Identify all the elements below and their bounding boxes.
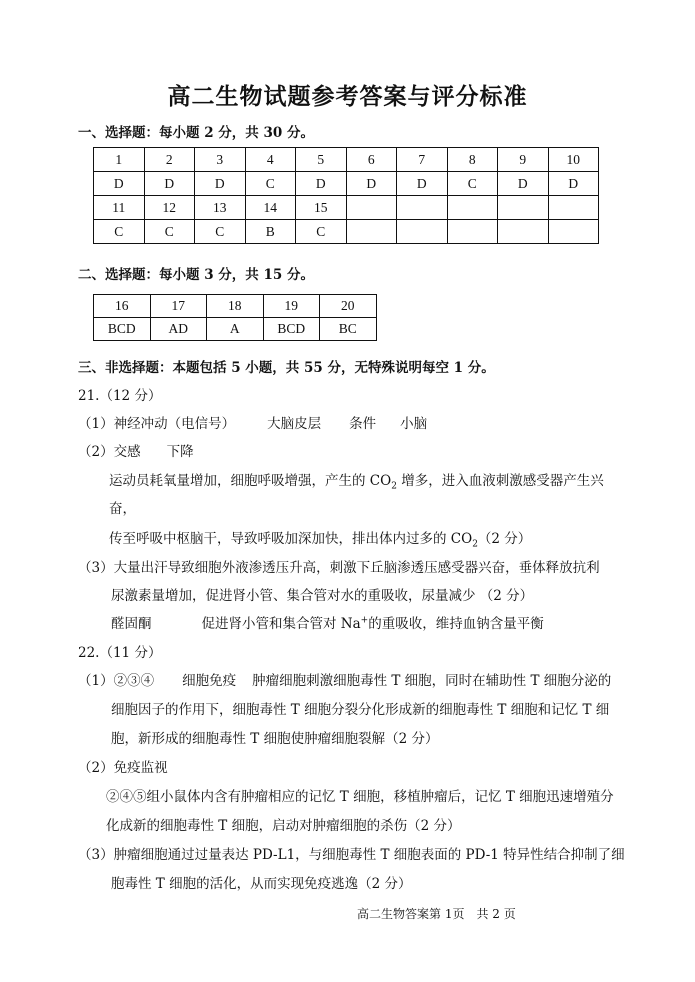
q22-p2-line2: 化成新的细胞毒性 T 细胞，启动对肿瘤细胞的杀伤（2 分） (106, 818, 461, 834)
answer-cell (397, 196, 448, 220)
q22-p1-line2: 细胞因子的作用下，细胞毒性 T 细胞分裂分化形成新的细胞毒性 T 细胞和记忆 T 细 (111, 702, 610, 718)
q22-p2-line1: ②④⑤组小鼠体内含有肿瘤相应的记忆 T 细胞，移植肿瘤后，记忆 T 细胞迅速增殖分 (106, 789, 614, 805)
answer-row (94, 318, 377, 341)
answer-cell: D (397, 172, 448, 196)
answer-cell (498, 220, 549, 244)
answer-cell: AD (150, 318, 207, 341)
q22-p1-label: （1）②③④ (78, 673, 155, 689)
section3-heading: 三、非选择题：本题包括 5 小题，共 55 分，无特殊说明每空 1 分。 (78, 360, 495, 376)
answer-row (94, 148, 599, 172)
answer-cell (346, 220, 397, 244)
answer-cell: 6 (346, 148, 397, 172)
section2-answer-table (93, 294, 377, 341)
answer-cell: D (296, 172, 347, 196)
answer-cell: 16 (94, 295, 151, 318)
co2-subscript: 2 (391, 481, 397, 492)
answer-cell: D (548, 172, 599, 196)
na-superscript: + (360, 615, 369, 626)
page-title: 高二生物试题参考答案与评分标准 (167, 83, 528, 110)
q21-p2-answer-a: 下降 (166, 444, 194, 460)
q21-p2-line1-pre: 运动员耗氧量增加，细胞呼吸增强，产生的 CO (109, 473, 392, 489)
answer-cell: 9 (498, 148, 549, 172)
q21-p1-answer-a: 大脑皮层 (267, 416, 322, 432)
answer-cell: C (195, 220, 246, 244)
q22-p3-line2: 胞毒性 T 细胞的活化，从而实现免疫逃逸（2 分） (111, 876, 412, 892)
q21-p3-answer-a: 醛固酮 (111, 616, 152, 632)
q21-p3-line2: 尿激素量增加，促进肾小管、集合管对水的重吸收，尿量减少 （2 分） (111, 588, 534, 604)
answer-cell: 8 (447, 148, 498, 172)
answer-row (94, 220, 599, 244)
answer-cell (548, 196, 599, 220)
answer-cell: 5 (296, 148, 347, 172)
q21-p1-answer-b: 条件 (349, 416, 377, 432)
answer-cell: BC (320, 318, 377, 341)
q22-p2-label: （2）免疫监视 (78, 760, 168, 776)
q21-part2 (78, 440, 194, 460)
answer-cell: 7 (397, 148, 448, 172)
answer-cell: D (144, 172, 195, 196)
q21-p3-answer-b-pre: 促进肾小管和集合管对 Na (201, 616, 361, 632)
q21-p2-line1 (109, 469, 604, 492)
answer-cell: 13 (195, 196, 246, 220)
section1-heading: 一、选择题：每小题 2 分，共 30 分。 (78, 125, 314, 141)
answer-cell: 17 (150, 295, 207, 318)
q22-part1 (78, 669, 611, 689)
answer-cell: 2 (144, 148, 195, 172)
answer-cell: C (245, 172, 296, 196)
answer-cell: BCD (263, 318, 320, 341)
answer-cell: 11 (94, 196, 145, 220)
q22-p1-line1: 肿瘤细胞刺激细胞毒性 T 细胞，同时在辅助性 T 细胞分泌的 (252, 673, 612, 689)
answer-cell: A (207, 318, 264, 341)
answer-cell (346, 196, 397, 220)
q21-p1-answer-c: 小脑 (400, 416, 428, 432)
answer-cell: C (296, 220, 347, 244)
answer-cell: D (94, 172, 145, 196)
q21-p3-answer-b-post: 的重吸收，维持血钠含量平衡 (368, 616, 544, 632)
co2-subscript: 2 (472, 539, 478, 550)
answer-cell: 10 (548, 148, 599, 172)
q21-part1 (78, 412, 427, 432)
answer-cell: 15 (296, 196, 347, 220)
q22-p1-answer-a: 细胞免疫 (182, 673, 237, 689)
q21-p3-line1: （3）大量出汗导致细胞外液渗透压升高，刺激下丘脑渗透压感受器兴奋，垂体释放抗利 (78, 560, 600, 576)
answer-cell: D (498, 172, 549, 196)
answer-cell: 18 (207, 295, 264, 318)
answer-cell: 1 (94, 148, 145, 172)
q21-p1-label: （1）神经冲动（电信号） (78, 416, 236, 432)
answer-cell (447, 220, 498, 244)
answer-cell: C (94, 220, 145, 244)
answer-cell: 4 (245, 148, 296, 172)
answer-cell: D (195, 172, 246, 196)
answer-cell: 20 (320, 295, 377, 318)
answer-cell: 3 (195, 148, 246, 172)
section1-answer-table (93, 147, 599, 244)
section2-heading: 二、选择题：每小题 3 分，共 15 分。 (78, 267, 314, 283)
answer-cell: 14 (245, 196, 296, 220)
answer-cell (447, 196, 498, 220)
answer-cell (498, 196, 549, 220)
q22-header: 22.（11 分） (78, 645, 162, 661)
answer-cell: C (447, 172, 498, 196)
answer-row (94, 196, 599, 220)
answer-cell: BCD (94, 318, 151, 341)
answer-row (94, 295, 377, 318)
q21-p2-line2: 奋， (109, 501, 136, 517)
q21-p2-line3-post: （2 分） (477, 531, 532, 547)
answer-cell (397, 220, 448, 244)
q21-p2-line3-pre: 传至呼吸中枢脑干，导致呼吸加深加快，排出体内过多的 CO (109, 531, 473, 547)
q22-p1-line3: 胞，新形成的细胞毒性 T 细胞使肿瘤细胞裂解（2 分） (111, 731, 439, 747)
q21-p2-label: （2）交感 (78, 444, 141, 460)
answer-cell: 12 (144, 196, 195, 220)
answer-cell: B (245, 220, 296, 244)
answer-row (94, 172, 599, 196)
page-footer: 高二生物答案第 1页 共 2 页 (357, 907, 516, 921)
q22-p3-line1: （3）肿瘤细胞通过过量表达 PD-L1，与细胞毒性 T 细胞表面的 PD-1 特异性结合抑制了细 (78, 847, 625, 863)
q21-header: 21.（12 分） (78, 388, 162, 404)
q21-p2-line3 (109, 527, 531, 550)
q21-p2-line1-post: 增多，进入血液刺激感受器产生兴 (396, 473, 604, 489)
answer-cell: C (144, 220, 195, 244)
answer-cell (548, 220, 599, 244)
q21-p3-line3 (111, 612, 544, 632)
answer-cell: 19 (263, 295, 320, 318)
answer-cell: D (346, 172, 397, 196)
